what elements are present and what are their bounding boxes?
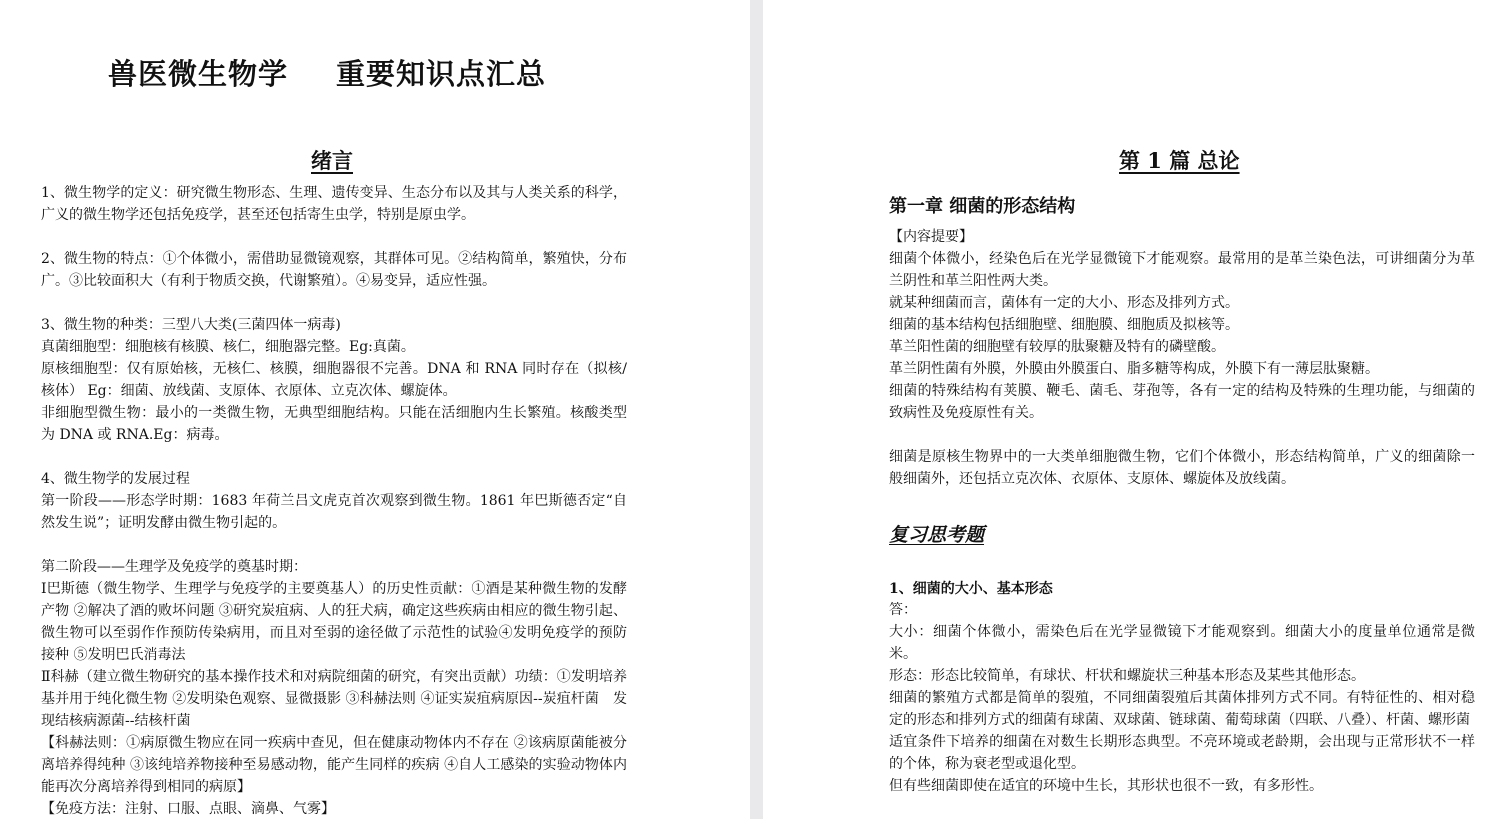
body-paragraph: 1、微生物学的定义：研究微生物形态、生理、遗传变异、生态分布以及其与人类关系的科学，广义的微生物学还包括免疫学，甚至还包括寄生虫学，特别是原虫学。 xyxy=(41,185,627,223)
left-document-page xyxy=(0,0,750,819)
summary-paragraph: 细菌是原核生物界中的一大类单细胞微生物，它们个体微小，形态结构简单，广义的细菌除一般细菌外，还包括立克次体、衣原体、支原体、螺旋体及放线菌。 xyxy=(889,449,1475,487)
answer-paragraph: 答： xyxy=(889,602,917,618)
review-questions-heading: 复习思考题 xyxy=(889,524,985,546)
body-paragraph: 2、微生物的特点：①个体微小，需借助显微镜观察，其群体可见。②结构简单，繁殖快，分布广。③比较面积大（有利于物质交换，代谢繁殖）。④易变异，适应性强。 xyxy=(41,251,627,289)
section-heading-introduction: 绪言 xyxy=(311,148,353,173)
question-answer xyxy=(889,599,1475,797)
body-paragraph: 3、微生物的种类：三型八大类(三菌四体一病毒) xyxy=(41,317,341,333)
body-paragraph: Ⅱ科赫（建立微生物研究的基本操作技术和对病院细菌的研究，有突出贡献）功绩：①发明培养基并用于纯化微生物 ②发明染色观察、显微摄影 ③科赫法则 ④证实炭疽病原因--炭疽杆菌 发现结核病源菌--结核杆菌 xyxy=(41,669,627,729)
summary-paragraph: 革兰阴性菌有外膜，外膜由外膜蛋白、脂多糖等构成，外膜下有一薄层肽聚糖。 xyxy=(889,361,1379,377)
chapter-summary xyxy=(889,226,1475,490)
body-paragraph: 第二阶段——生理学及免疫学的奠基时期： xyxy=(41,559,307,575)
chapter-heading: 第一章 细菌的形态结构 xyxy=(889,196,1076,217)
body-paragraph: 非细胞型微生物：最小的一类微生物，无典型细胞结构。只能在活细胞内生长繁殖。核酸类型为 DNA 或 RNA.Eg：病毒。 xyxy=(41,405,627,443)
question-title: 1、细菌的大小、基本形态 xyxy=(889,581,1053,597)
body-paragraph: 【免疫方法：注射、口服、点眼、滴鼻、气雾】 xyxy=(41,801,335,817)
introduction-body xyxy=(41,182,627,819)
document-title xyxy=(108,52,546,93)
answer-paragraph: 细菌的繁殖方式都是简单的裂殖，不同细菌裂殖后其菌体排列方式不同。有特征性的、相对稳定的形态和排列方式的细菌有球菌、双球菌、链球菌、葡萄球菌（四联、八叠）、杆菌、螺形菌 xyxy=(889,690,1475,728)
answer-paragraph: 适宜条件下培养的细菌在对数生长期形态典型。不亮环境或老龄期，会出现与正常形状不一样的个体，称为衰老型或退化型。 xyxy=(889,734,1475,772)
summary-paragraph: 革兰阳性菌的细胞壁有较厚的肽聚糖及特有的磷壁酸。 xyxy=(889,339,1225,355)
answer-paragraph: 形态：形态比较简单，有球状、杆状和螺旋状三种基本形态及某些其他形态。 xyxy=(889,668,1365,684)
summary-paragraph: 细菌个体微小，经染色后在光学显微镜下才能观察。最常用的是革兰染色法，可讲细菌分为革兰阴性和革兰阳性两大类。 xyxy=(889,251,1475,289)
body-paragraph: 真菌细胞型：细胞核有核膜、核仁，细胞器完整。Eg:真菌。 xyxy=(41,339,415,355)
body-paragraph: Ⅰ巴斯德（微生物学、生理学与免疫学的主要奠基人）的历史性贡献：①酒是某种微生物的发酵产物 ②解决了酒的败坏问题 ③研究炭疽病、人的狂犬病，确定这些疾病由相应的微生物引起、微生物可以至弱作作预防传染病用，而且对至弱的途径做了示范性的试验④发明免疫学的预防接种 ⑤发明巴氏消毒法 xyxy=(41,581,627,663)
part-heading: 第 1 篇 总论 xyxy=(1119,148,1240,173)
body-paragraph: 【科赫法则：①病原微生物应在同一疾病中查见，但在健康动物体内不存在 ②该病原菌能被分离培养得纯种 ③该纯培养物接种至易感动物，能产生同样的疾病 ④自人工感染的实验动物体内能再次分离培养得到相同的病原】 xyxy=(41,735,627,795)
right-document-page xyxy=(763,0,1502,819)
answer-paragraph: 大小：细菌个体微小，需染色后在光学显微镜下才能观察到。细菌大小的度量单位通常是微米。 xyxy=(889,624,1475,662)
summary-paragraph: 细菌的特殊结构有荚膜、鞭毛、菌毛、芽孢等，各有一定的结构及特殊的生理功能，与细菌的致病性及免疫原性有关。 xyxy=(889,383,1475,421)
answer-paragraph: 但有些细菌即使在适宜的环境中生长，其形状也很不一致，有多形性。 xyxy=(889,778,1323,794)
summary-paragraph: 【内容提要】 xyxy=(889,229,973,245)
body-paragraph: 4、微生物学的发展过程 xyxy=(41,471,190,487)
summary-paragraph: 就某种细菌而言，菌体有一定的大小、形态及排列方式。 xyxy=(889,295,1239,311)
body-paragraph: 第一阶段——形态学时期：1683 年荷兰吕文虎克首次观察到微生物。1861 年巴斯德否定“自然发生说”；证明发酵由微生物引起的。 xyxy=(41,493,627,531)
title-part-1: 兽医微生物学 xyxy=(108,57,289,91)
title-part-2: 重要知识点汇总 xyxy=(336,57,547,91)
body-paragraph: 原核细胞型：仅有原始核，无核仁、核膜，细胞器很不完善。DNA 和 RNA 同时存在（拟核/核体） Eg：细菌、放线菌、支原体、衣原体、立克次体、螺旋体。 xyxy=(41,361,627,399)
summary-paragraph: 细菌的基本结构包括细胞壁、细胞膜、细胞质及拟核等。 xyxy=(889,317,1239,333)
